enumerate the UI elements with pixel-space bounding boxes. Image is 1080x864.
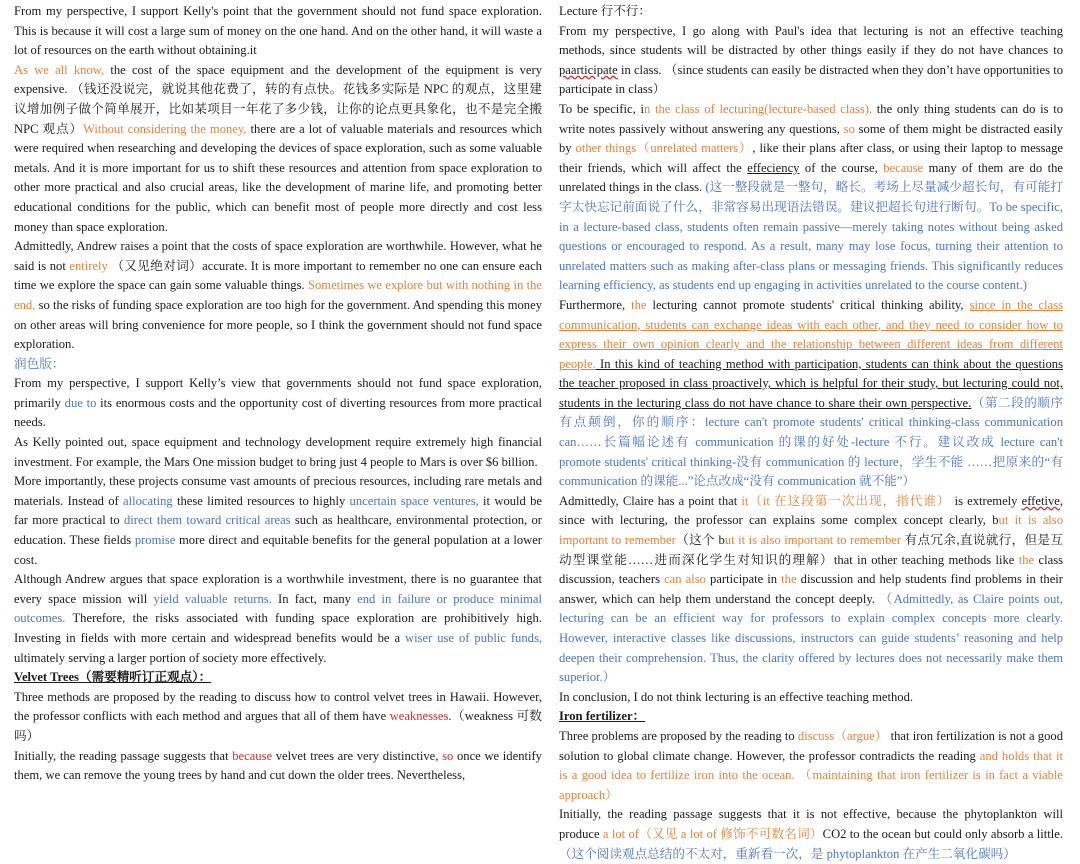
text-run: Admittedly, Andrew raises a point that the costs of space exploration are worthwhile. However, what he said is not <box>14 239 542 273</box>
text-run: Therefore, the risks associated with funding space exploration are prohibitively high. Investing in fields with more certain and widespread benefits would be a <box>14 611 542 645</box>
text-run: （这个 b <box>675 533 725 548</box>
text-run: it（it 在这段第一次出现，指代谁） <box>741 493 951 508</box>
text-run: its enormous costs and the opportunity cost of diverting resources from more practical needs. <box>14 395 542 430</box>
text-run: allocating <box>123 493 173 508</box>
polished-paragraph-4 <box>14 570 542 668</box>
text-run: and holds that it is a good idea to fertilize iron into the ocean. （maintaining that iron fertilizer is in fact a viable approach） <box>559 748 1063 802</box>
text-run: the <box>781 572 797 587</box>
text-run: velvet trees are very distinctive, <box>272 748 443 763</box>
text-run: CO2 to the ocean but could only absorb a little. <box>822 826 1063 841</box>
text-run: yield valuable returns. <box>153 591 272 606</box>
velvet-paragraph-1 <box>14 688 542 747</box>
text-run: the cost of the space equipment and the development of the equipment is very expensive. （钱还没说完，就说其他花费了，转的有点快。花钱多实际是 NPC 的观点，这里建议增加例子做个简单展开，比如某项目一年花了多少钱，让你的论点更具象化，也不是完全搬 NPC 观点） <box>14 62 542 136</box>
text-run: that iron fertilization is not a good solution to global climate change. However, the professor contradicts the reading <box>559 728 1063 763</box>
text-run: effetive <box>1021 493 1060 508</box>
text-run: （又见绝对词）accurate. It is more important to remember no one can ensure each time we explore the space can gain some valuable things. <box>14 258 542 293</box>
text-run: Sometimes we explore but with nothing in the end, <box>14 278 542 312</box>
text-run: is extremely <box>950 493 1022 508</box>
lecture-paragraph-2 <box>559 100 1063 296</box>
text-run: （第二段的顺序有点颠倒，你的顺序：lecture can't promote students' critical thinking-class communication can……长篇幅论述有 communication 的课的好处-lecture 不行。建议改成 lecture can't promote students' critical thinking-没有 communication 的 lecture，学生不能 ……把原来的“有 communication 的课能...”论点改成“没有 communication 就不能”） <box>559 395 1063 489</box>
text-run: More importantly, these projects consume vast amounts of precious resources, including rare metals and materials. Instead of <box>14 474 542 508</box>
text-run: As we all know, <box>14 62 105 77</box>
text-run: promise <box>134 533 176 548</box>
text-run: other things（unrelated matters） <box>575 141 753 156</box>
text-run: end in failure or produce minimal outcomes. <box>14 591 542 626</box>
text-run: Furthermore, <box>559 297 632 312</box>
text-run: paarticipate <box>559 62 618 77</box>
text-run: can also <box>664 572 706 587</box>
text-run: Without considering the money, <box>82 121 247 136</box>
essay-paragraph-2 <box>14 61 542 237</box>
text-run: of the course, <box>799 160 884 175</box>
text-run: weaknesses <box>389 709 449 724</box>
text-run: Three problems are proposed by the reading to <box>559 728 798 743</box>
text-run: discuss（argue） <box>797 728 888 743</box>
text-run: the <box>1018 552 1035 567</box>
text-run: the only thing students can do is to write notes passively without answering any questions, <box>559 101 1063 136</box>
polished-version-heading: 润色版： <box>14 356 65 371</box>
text-run: in class. （since students can easily be distracted when they don’t have opportunities to participate in class） <box>559 62 1063 97</box>
lecture-heading: Lecture 行不行： <box>559 4 651 18</box>
text-run: From my perspective, I go along with Paul's idea that lecturing is not an effective teaching methods, since students will be distracted by other things easily if they do not have chances to <box>559 23 1063 58</box>
text-run: lecturing cannot promote students' critical thinking ability, <box>646 297 970 312</box>
text-run: （这个阅读观点总结的不太对，重新看一次，是 phytoplankton 在产生二氧化碳吗） <box>559 846 1016 861</box>
text-run: , like their plans after class, or using their laptop to message their friends, which will affect the <box>559 141 1063 175</box>
text-run: uncertain space ventures, <box>349 493 479 508</box>
velvet-trees-heading: Velvet Trees（需要精听订正观点）： <box>14 670 212 685</box>
polished-paragraph-2: As Kelly pointed out, space equipment and technology development require extremely high financial investment. For example, the Mars One mission budget to bring just 4 people to Mars is over $6 billion. <box>14 435 542 469</box>
text-run: because <box>883 160 924 175</box>
text-run: these limited resources to highly <box>172 493 350 508</box>
iron-paragraph-2 <box>559 805 1063 864</box>
velvet-paragraph-2 <box>14 747 542 786</box>
text-run: , since with lecturing, the professor can explains some complex concept clearly, b <box>559 493 1063 528</box>
text-run: ultimately serving a larger portion of society more effectively. <box>14 650 327 665</box>
text-run: direct them toward critical areas <box>123 513 291 528</box>
essay-paragraph-1: From my perspective, I support Kelly's point that the government should not fund space exploration. This is because it will cost a large sum of money on the one hand. And on the other hand, it will waste a lot of resources on the earth without obtaining.it <box>14 4 542 58</box>
text-run: so <box>843 121 855 136</box>
text-run: (这一整段就是一整句，略长。考场上尽量减少超长句，有可能打字太快忘记前面说了什么，非常容易出现语法错误。建议把超长句进行断句。To be specific, in a lecture-based class, students often remain passive—merely taking notes without being asked questions or encouraged to respond. As a result, many may lose focus, turning their attention to unrelated matters such as making after-class plans or messaging friends. This significantly reduces learning efficiency, as students end up engaging in activities unrelated to the course content.) <box>559 180 1063 293</box>
text-run: some of them might be distracted easily by <box>559 121 1063 156</box>
text-run: more direct and equitable benefits for the general population at a lower cost. <box>14 533 542 567</box>
text-run: In fact, many <box>271 591 358 606</box>
text-run: entirely <box>69 258 108 273</box>
text-run: due to <box>64 395 97 410</box>
text-run: such as healthcare, environmental protection, or education. These fields <box>14 513 542 548</box>
text-run: because <box>232 748 273 763</box>
text-run: once we identify them, we can remove the young trees by hand and cut down the older trees. Nevertheless, <box>14 748 542 783</box>
lecture-paragraph-3 <box>559 296 1063 492</box>
text-run: since in the class communication, students can exchange ideas with each other, and they need to consider how to express their own opinion clearly and the relationship between different ideas from different people. <box>559 297 1063 371</box>
text-run: ut it is also important to remember <box>724 533 902 548</box>
essay-paragraph-3 <box>14 237 542 355</box>
lecture-paragraph-1 <box>559 22 1063 100</box>
text-run: discussion and help students find problems in their answer, which can help them understand the concept deeply. <box>559 572 1063 606</box>
text-run: From my perspective, I support Kelly’s view that governments should not fund space exploration, primarily <box>14 376 542 410</box>
text-run: so <box>442 748 454 763</box>
text-run: In this kind of teaching method with participation, students can think about the questions the teacher proposed in class proactively, which is helpful for their study, but lecturing could not, students in the lecturing class do not have chance to share their own perspective. <box>559 356 1063 410</box>
lecture-paragraph-4 <box>559 492 1063 688</box>
polished-paragraph-1 <box>14 374 542 433</box>
iron-paragraph-1 <box>559 727 1063 805</box>
text-run: .（weakness 可数吗） <box>14 709 543 743</box>
text-run: class discussion, teachers <box>559 552 1063 587</box>
text-run: it would be far more practical to <box>14 493 543 528</box>
text-run: n the class of lecturing(lecture-based class), <box>643 101 873 116</box>
polished-paragraph-3 <box>14 472 542 570</box>
text-run: participate in <box>705 572 782 587</box>
text-run: wiser use of public funds, <box>405 631 542 645</box>
text-run: Initially, the reading passage suggests that <box>14 748 233 763</box>
text-run: Initially, the reading passage suggests that it is not effective, because the phytoplankton will produce <box>559 807 1063 841</box>
text-run: Three methods are proposed by the reading to discuss how to control velvet trees in Hawaii. However, the professor conflicts with each method and argues that all of them have <box>14 689 542 724</box>
text-run: there are a lot of valuable materials and resources which were required when researching and developing the devices of space exploration, such as some valuable metals. And it is more important for us to shift these resources and attention from space exploration to other more practical and also crucial areas, like the development of marine life, and promoting better educational conditions for the public, which can benefit most of people more directly and cost less money than space exploration. <box>14 121 543 234</box>
iron-fertilizer-heading: Iron fertilizer： <box>559 709 646 724</box>
text-run: the <box>631 297 647 312</box>
text-run: ut it is also important to remember <box>559 513 1063 548</box>
text-run: effeciency <box>747 160 800 175</box>
left-column <box>14 2 542 810</box>
text-run: Admittedly, Claire has a point that <box>559 493 742 508</box>
text-run: many of them are do the unrelated things in the class. <box>559 160 1063 195</box>
lecture-conclusion: In conclusion, I do not think lecturing is an effective teaching method. <box>559 689 914 704</box>
text-run: （Admittedly, as Claire points out, lecturing can be an efficient way for professors to explain complex concepts more clearly. However, interactive classes like discussions, instructors can guide students’ reasoning and help deepen their comprehension. Thus, the clarity offered by lectures does not necessarily make them superior.） <box>559 591 1063 685</box>
text-run: 有点冗余,直说就行，但是互动型课堂能……进而深化学生对知识的理解）that in other teaching methods like <box>559 533 1064 567</box>
text-run: Although Andrew argues that space exploration is a worthwhile investment, there is no guarantee that every space mission will <box>14 572 542 606</box>
text-run: so the risks of funding space exploration are too high for the government. And spending this money on other areas will bring convenience for more people, so I think the government should not fund space exploration. <box>14 297 542 352</box>
right-column <box>559 2 1064 861</box>
text-run: a lot of（又见 a lot of 修饰不可数名词） <box>602 826 823 841</box>
text-run: To be specific, i <box>559 101 644 116</box>
